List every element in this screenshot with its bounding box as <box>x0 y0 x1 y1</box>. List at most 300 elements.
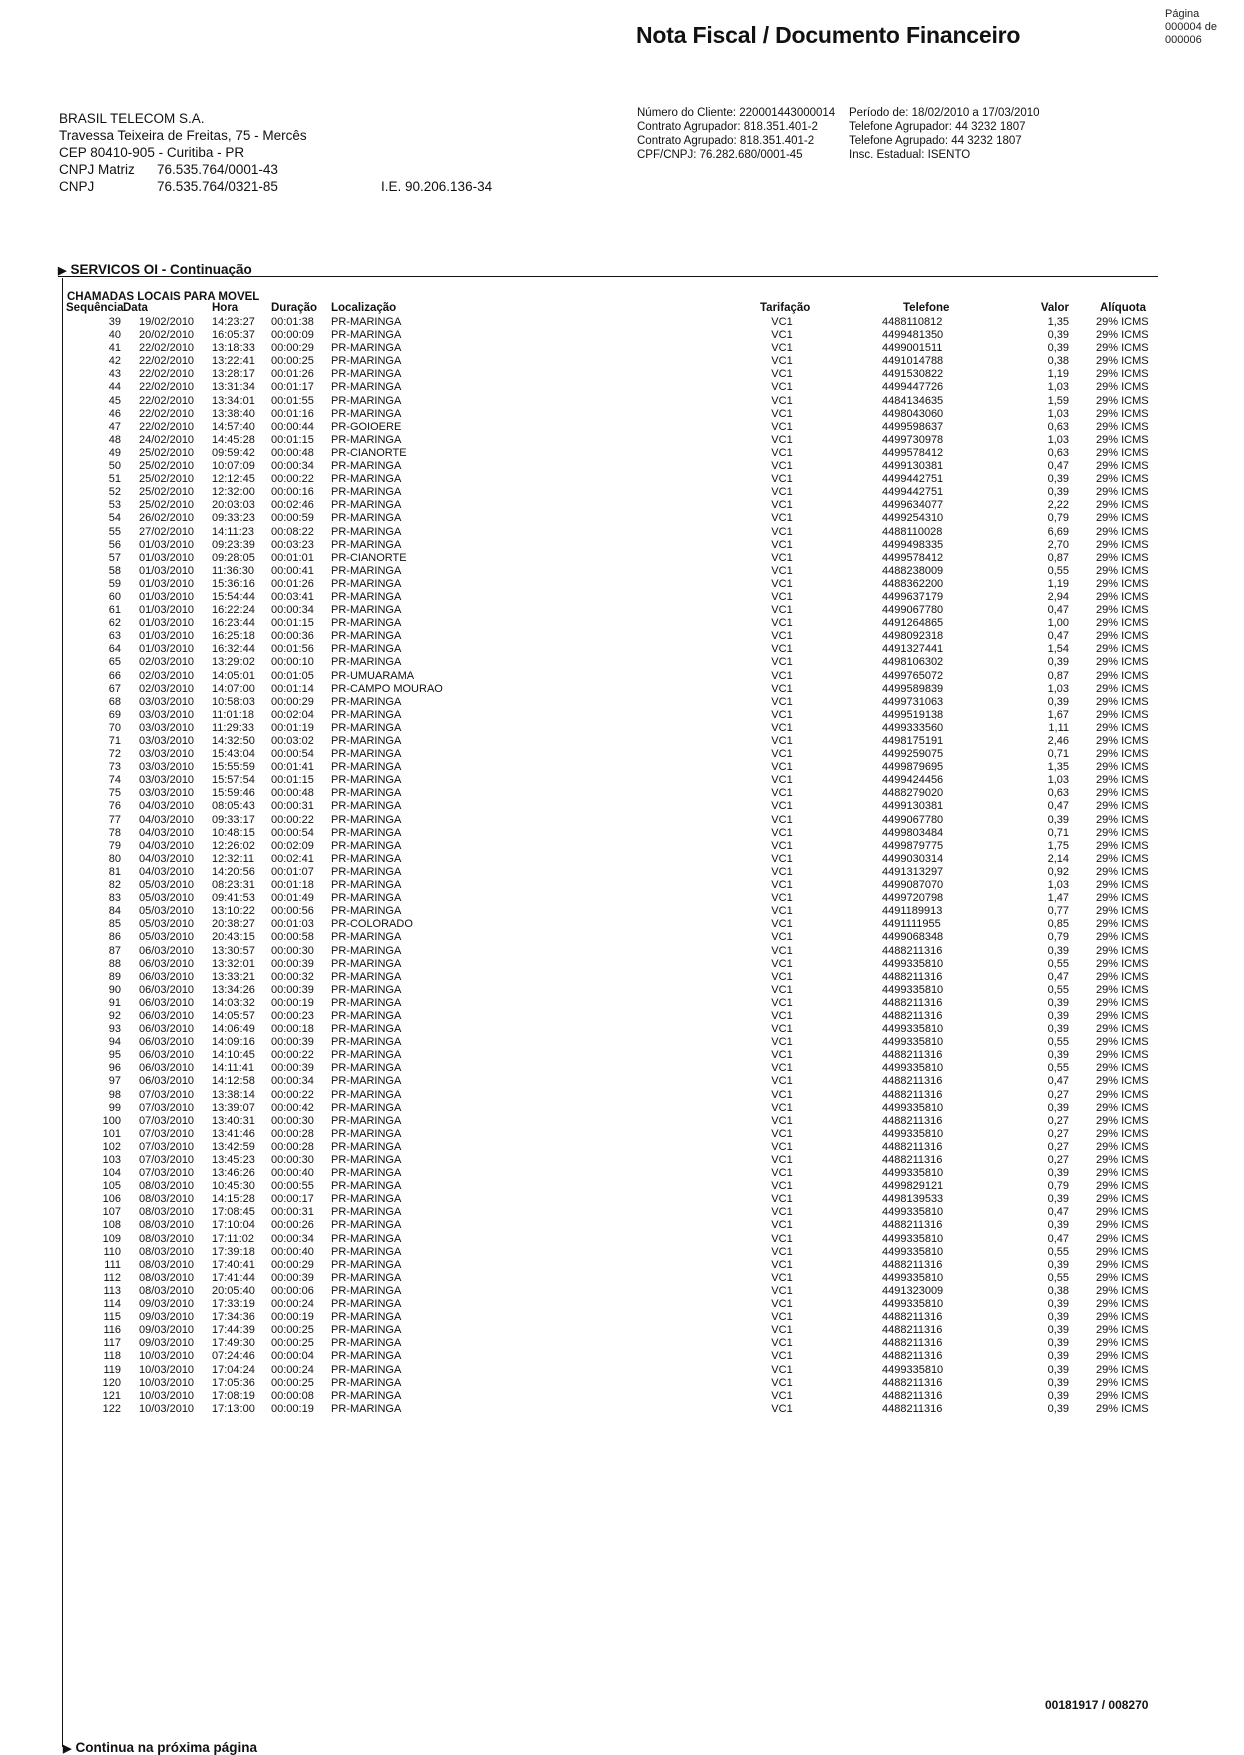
cell-time: 09:33:17 <box>212 813 255 826</box>
cell-time: 10:45:30 <box>212 1180 255 1193</box>
table-row <box>0 591 1244 604</box>
cell-seq: 96 <box>108 1062 121 1075</box>
cell-date: 08/03/2010 <box>139 1206 195 1219</box>
cell-tel: 4488238009 <box>882 564 944 577</box>
cell-tel: 4499829121 <box>882 1180 944 1193</box>
cell-dur: 00:00:19 <box>271 1311 314 1324</box>
table-row <box>0 1272 1244 1285</box>
client-info-right <box>849 106 1040 162</box>
cell-time: 11:29:33 <box>212 721 255 734</box>
cell-seq: 120 <box>102 1376 121 1389</box>
cell-loc: PR-MARINGA <box>331 800 402 813</box>
table-row <box>0 1246 1244 1259</box>
cell-dur: 00:00:09 <box>271 329 314 342</box>
cell-val: 0,63 <box>1047 787 1069 800</box>
company-cep: CEP 80410-905 - Curitiba - PR <box>59 145 245 160</box>
cell-dur: 00:00:39 <box>271 957 314 970</box>
play-arrow-icon: ▶ <box>58 265 67 277</box>
cell-loc: PR-MARINGA <box>331 1324 402 1337</box>
cell-dur: 00:01:07 <box>271 865 314 878</box>
cell-tar: VC1 <box>771 368 793 381</box>
cell-aliq: 29% ICMS <box>1096 1350 1149 1363</box>
cell-seq: 50 <box>108 460 121 473</box>
cell-val: 0,55 <box>1047 1062 1069 1075</box>
cell-tel: 4488211316 <box>882 1258 943 1271</box>
cell-val: 0,39 <box>1047 1298 1069 1311</box>
cell-date: 05/03/2010 <box>139 905 195 918</box>
cell-aliq: 29% ICMS <box>1096 1219 1149 1232</box>
cell-val: 1,03 <box>1047 381 1069 394</box>
cell-tel: 4499578412 <box>882 551 944 564</box>
cell-val: 0,55 <box>1047 983 1069 996</box>
table-row <box>0 1233 1244 1246</box>
cell-aliq: 29% ICMS <box>1096 394 1149 407</box>
cell-seq: 110 <box>103 1245 121 1258</box>
cell-date: 07/03/2010 <box>139 1127 195 1140</box>
cell-tar: VC1 <box>771 525 793 538</box>
cell-aliq: 29% ICMS <box>1096 1023 1149 1036</box>
table-row <box>0 1311 1244 1324</box>
cell-tel: 4499335810 <box>882 1101 944 1114</box>
cell-time: 09:33:23 <box>212 512 255 525</box>
cell-val: 0,38 <box>1047 1284 1069 1297</box>
cell-dur: 00:00:28 <box>271 1127 314 1140</box>
cell-tel: 4499803484 <box>882 826 944 839</box>
cell-dur: 00:00:39 <box>271 1062 314 1075</box>
cnpj-matriz-label: CNPJ Matriz <box>59 162 135 177</box>
continue-text: Continua na próxima página <box>75 1740 257 1755</box>
cell-aliq: 29% ICMS <box>1096 316 1149 328</box>
cell-tar: VC1 <box>771 1350 793 1363</box>
cell-tel: 4499335810 <box>882 1232 944 1245</box>
cell-tel: 4499335810 <box>882 1127 944 1140</box>
cell-seq: 77 <box>108 813 121 826</box>
cell-val: 1,03 <box>1047 879 1069 892</box>
cell-loc: PR-MARINGA <box>331 1062 402 1075</box>
cell-date: 05/03/2010 <box>139 879 195 892</box>
cell-tar: VC1 <box>771 865 793 878</box>
cell-dur: 00:00:54 <box>271 748 314 761</box>
cell-dur: 00:01:15 <box>271 433 314 446</box>
cell-date: 25/02/2010 <box>139 446 195 459</box>
cell-aliq: 29% ICMS <box>1096 617 1149 630</box>
cell-aliq: 29% ICMS <box>1096 1193 1149 1206</box>
cell-loc: PR-MARINGA <box>331 695 402 708</box>
cell-date: 09/03/2010 <box>139 1337 195 1350</box>
cell-dur: 00:02:09 <box>271 839 314 852</box>
table-row <box>0 1141 1244 1154</box>
cell-time: 10:07:09 <box>212 460 255 473</box>
table-row <box>0 552 1244 565</box>
table-row <box>0 945 1244 958</box>
cell-dur: 00:00:30 <box>271 944 314 957</box>
table-row <box>0 1036 1244 1049</box>
cell-val: 0,39 <box>1047 1376 1069 1389</box>
cell-tel: 4491313297 <box>882 865 944 878</box>
cell-aliq: 29% ICMS <box>1096 577 1149 590</box>
cell-date: 06/03/2010 <box>139 944 195 957</box>
cell-tel: 4488211316 <box>882 1049 943 1062</box>
cell-val: 1,75 <box>1047 839 1069 852</box>
col-header-sequencia: Sequência <box>66 302 124 314</box>
cell-tel: 4499879695 <box>882 761 944 774</box>
table-row <box>0 892 1244 905</box>
cell-time: 13:38:14 <box>212 1088 255 1101</box>
cell-dur: 00:00:19 <box>271 996 314 1009</box>
cell-aliq: 29% ICMS <box>1096 643 1149 656</box>
table-row <box>0 329 1244 342</box>
cell-dur: 00:02:04 <box>271 708 314 721</box>
cell-tar: VC1 <box>771 407 793 420</box>
cell-date: 06/03/2010 <box>139 1023 195 1036</box>
cell-seq: 60 <box>108 590 121 603</box>
table-row <box>0 1128 1244 1141</box>
col-header-hora: Hora <box>212 302 239 314</box>
cell-seq: 57 <box>108 551 121 564</box>
cell-dur: 00:01:01 <box>271 551 314 564</box>
table-body <box>0 316 1244 1416</box>
cell-seq: 119 <box>103 1363 121 1376</box>
cell-val: 0,79 <box>1047 1180 1069 1193</box>
cell-aliq: 29% ICMS <box>1096 1324 1149 1337</box>
cell-time: 17:13:00 <box>212 1402 255 1415</box>
cell-dur: 00:02:41 <box>271 852 314 865</box>
company-info <box>59 110 493 195</box>
cell-time: 13:34:01 <box>212 394 255 407</box>
cell-aliq: 29% ICMS <box>1096 695 1149 708</box>
cell-tar: VC1 <box>771 1075 793 1088</box>
cell-val: 2,46 <box>1047 735 1069 747</box>
cell-val: 2,94 <box>1047 590 1069 603</box>
cell-tar: VC1 <box>771 342 793 355</box>
cell-tar: VC1 <box>771 1101 793 1114</box>
table-row <box>0 473 1244 486</box>
cell-loc: PR-MARINGA <box>331 577 402 590</box>
cell-aliq: 29% ICMS <box>1096 407 1149 420</box>
cell-val: 1,47 <box>1047 892 1069 905</box>
cell-aliq: 29% ICMS <box>1096 1232 1149 1245</box>
cell-seq: 69 <box>108 708 121 721</box>
cell-aliq: 29% ICMS <box>1096 1140 1149 1153</box>
cell-loc: PR-MARINGA <box>331 433 402 446</box>
cell-loc: PR-MARINGA <box>331 460 402 473</box>
contrato-agrupador: Contrato Agrupador: 818.351.401-2 <box>637 121 818 133</box>
cell-val: 0,47 <box>1047 630 1069 643</box>
cell-seq: 101 <box>102 1127 121 1140</box>
table-row <box>0 1062 1244 1075</box>
cell-tar: VC1 <box>771 1036 793 1049</box>
cell-val: 0,55 <box>1047 957 1069 970</box>
cell-tel: 4499335810 <box>882 1167 944 1180</box>
cell-seq: 44 <box>108 381 121 394</box>
cell-loc: PR-MARINGA <box>331 983 402 996</box>
cell-dur: 00:00:34 <box>271 604 314 617</box>
cell-tel: 4488211316 <box>882 1402 943 1415</box>
cell-aliq: 29% ICMS <box>1096 1062 1149 1075</box>
cell-date: 04/03/2010 <box>139 826 195 839</box>
cell-tel: 4498043060 <box>882 407 944 420</box>
cell-dur: 00:01:14 <box>271 682 314 695</box>
cell-aliq: 29% ICMS <box>1096 918 1149 931</box>
cell-time: 17:05:36 <box>212 1376 255 1389</box>
cell-time: 13:33:21 <box>212 970 255 983</box>
cell-date: 03/03/2010 <box>139 761 195 774</box>
cell-val: 0,71 <box>1047 748 1069 761</box>
cell-date: 25/02/2010 <box>139 499 195 512</box>
cell-val: 0,39 <box>1047 996 1069 1009</box>
cell-val: 0,39 <box>1047 656 1069 669</box>
cell-aliq: 29% ICMS <box>1096 813 1149 826</box>
cell-seq: 67 <box>108 682 121 695</box>
cell-loc: PR-MARINGA <box>331 735 402 747</box>
cell-tar: VC1 <box>771 1193 793 1206</box>
cell-time: 13:30:57 <box>212 944 255 957</box>
cell-tar: VC1 <box>771 551 793 564</box>
cell-seq: 66 <box>108 669 121 682</box>
cell-seq: 51 <box>108 473 121 486</box>
cell-seq: 104 <box>102 1167 121 1180</box>
cell-tar: VC1 <box>771 420 793 433</box>
cell-tar: VC1 <box>771 486 793 499</box>
table-row <box>0 971 1244 984</box>
cell-tel: 4499130381 <box>882 800 944 813</box>
table-row <box>0 316 1244 329</box>
cell-date: 01/03/2010 <box>139 604 195 617</box>
cell-dur: 00:01:15 <box>271 774 314 787</box>
cell-seq: 63 <box>108 630 121 643</box>
cell-loc: PR-MARINGA <box>331 590 402 603</box>
cell-seq: 62 <box>108 617 121 630</box>
cell-tar: VC1 <box>771 931 793 944</box>
cell-seq: 80 <box>108 852 121 865</box>
cell-date: 22/02/2010 <box>139 420 195 433</box>
cell-loc: PR-MARINGA <box>331 1127 402 1140</box>
cell-date: 10/03/2010 <box>139 1402 195 1415</box>
cell-tel: 4499335810 <box>882 1062 944 1075</box>
cell-seq: 48 <box>108 433 121 446</box>
cell-date: 27/02/2010 <box>139 525 195 538</box>
cell-tar: VC1 <box>771 1337 793 1350</box>
cell-date: 03/03/2010 <box>139 774 195 787</box>
cell-tar: VC1 <box>771 446 793 459</box>
cell-aliq: 29% ICMS <box>1096 499 1149 512</box>
table-row <box>0 604 1244 617</box>
table-row <box>0 539 1244 552</box>
cell-tar: VC1 <box>771 669 793 682</box>
cell-time: 09:41:53 <box>212 892 255 905</box>
cell-time: 15:59:46 <box>212 787 255 800</box>
cell-tar: VC1 <box>771 1363 793 1376</box>
cell-seq: 121 <box>102 1389 121 1402</box>
cell-tar: VC1 <box>771 1049 793 1062</box>
cell-tel: 4499730978 <box>882 433 944 446</box>
cell-loc: PR-MARINGA <box>331 486 402 499</box>
cell-seq: 112 <box>103 1271 121 1284</box>
cell-aliq: 29% ICMS <box>1096 1009 1149 1022</box>
cell-tar: VC1 <box>771 748 793 761</box>
cell-val: 0,27 <box>1047 1127 1069 1140</box>
cell-loc: PR-MARINGA <box>331 1232 402 1245</box>
cell-val: 1,03 <box>1047 433 1069 446</box>
cell-seq: 41 <box>108 342 121 355</box>
table-row <box>0 1285 1244 1298</box>
cell-seq: 114 <box>103 1298 121 1311</box>
cell-time: 20:05:40 <box>212 1284 255 1297</box>
cell-loc: PR-MARINGA <box>331 931 402 944</box>
table-row <box>0 866 1244 879</box>
cell-time: 14:06:49 <box>212 1023 255 1036</box>
cell-tar: VC1 <box>771 708 793 721</box>
cell-date: 04/03/2010 <box>139 852 195 865</box>
cell-val: 0,39 <box>1047 813 1069 826</box>
cell-aliq: 29% ICMS <box>1096 460 1149 473</box>
cell-tar: VC1 <box>771 682 793 695</box>
section-title: SERVICOS OI - Continuação <box>70 262 252 277</box>
cell-dur: 00:00:22 <box>271 473 314 486</box>
table-row <box>0 696 1244 709</box>
cell-dur: 00:00:59 <box>271 512 314 525</box>
cell-loc: PR-MARINGA <box>331 1258 402 1271</box>
cpf-cnpj: CPF/CNPJ: 76.282.680/0001-45 <box>637 149 803 161</box>
table-row <box>0 997 1244 1010</box>
cell-time: 17:08:19 <box>212 1389 255 1402</box>
cell-val: 0,79 <box>1047 931 1069 944</box>
cell-val: 0,47 <box>1047 1206 1069 1219</box>
cell-val: 0,87 <box>1047 551 1069 564</box>
cell-time: 20:03:03 <box>212 499 255 512</box>
cell-loc: PR-MARINGA <box>331 1193 402 1206</box>
col-header-localizacao: Localização <box>331 302 397 314</box>
table-row <box>0 395 1244 408</box>
cell-dur: 00:00:23 <box>271 1009 314 1022</box>
cell-loc: PR-MARINGA <box>331 708 402 721</box>
cell-tel: 4499335810 <box>882 1271 944 1284</box>
cell-date: 07/03/2010 <box>139 1114 195 1127</box>
cell-time: 20:43:15 <box>212 931 255 944</box>
cell-dur: 00:00:34 <box>271 1075 314 1088</box>
cell-loc: PR-MARINGA <box>331 394 402 407</box>
cell-seq: 39 <box>108 316 121 328</box>
cell-seq: 73 <box>108 761 121 774</box>
cell-tar: VC1 <box>771 892 793 905</box>
cell-tar: VC1 <box>771 1402 793 1415</box>
cell-date: 10/03/2010 <box>139 1350 195 1363</box>
table-row <box>0 918 1244 931</box>
col-header-data: Data <box>123 302 148 314</box>
cell-seq: 52 <box>108 486 121 499</box>
cell-aliq: 29% ICMS <box>1096 839 1149 852</box>
cell-date: 22/02/2010 <box>139 342 195 355</box>
col-header-telefone: Telefone <box>903 302 950 314</box>
cell-aliq: 29% ICMS <box>1096 1127 1149 1140</box>
cell-tel: 4499424456 <box>882 774 944 787</box>
cell-tar: VC1 <box>771 355 793 368</box>
cell-seq: 74 <box>108 774 121 787</box>
cell-tar: VC1 <box>771 918 793 931</box>
cell-loc: PR-COLORADO <box>331 918 413 931</box>
table-row <box>0 1350 1244 1363</box>
cell-date: 01/03/2010 <box>139 630 195 643</box>
cell-tel: 4488211316 <box>882 1337 943 1350</box>
cell-dur: 00:00:34 <box>271 1232 314 1245</box>
cell-seq: 118 <box>103 1350 121 1363</box>
cell-time: 13:10:22 <box>212 905 255 918</box>
cell-tar: VC1 <box>771 774 793 787</box>
cell-loc: PR-MARINGA <box>331 1350 402 1363</box>
cell-aliq: 29% ICMS <box>1096 512 1149 525</box>
cell-seq: 106 <box>102 1193 121 1206</box>
cell-time: 13:39:07 <box>212 1101 255 1114</box>
cell-tel: 4488211316 <box>882 1114 943 1127</box>
cell-dur: 00:00:41 <box>271 564 314 577</box>
cell-tel: 4488110812 <box>882 316 943 328</box>
cell-date: 02/03/2010 <box>139 682 195 695</box>
cell-val: 0,39 <box>1047 1311 1069 1324</box>
cell-tel: 4499335810 <box>882 1036 944 1049</box>
cell-loc: PR-MARINGA <box>331 525 402 538</box>
cell-date: 25/02/2010 <box>139 486 195 499</box>
cell-aliq: 29% ICMS <box>1096 590 1149 603</box>
cell-time: 16:23:44 <box>212 617 255 630</box>
cell-aliq: 29% ICMS <box>1096 931 1149 944</box>
cell-seq: 70 <box>108 721 121 734</box>
cell-seq: 117 <box>103 1337 121 1350</box>
cell-loc: PR-MARINGA <box>331 839 402 852</box>
cell-tel: 4499578412 <box>882 446 944 459</box>
cell-seq: 75 <box>108 787 121 800</box>
cell-tel: 4499087070 <box>882 879 944 892</box>
cell-dur: 00:00:19 <box>271 1402 314 1415</box>
cell-val: 0,47 <box>1047 970 1069 983</box>
cell-tar: VC1 <box>771 1140 793 1153</box>
cell-date: 08/03/2010 <box>139 1258 195 1271</box>
cell-time: 13:31:34 <box>212 381 255 394</box>
cell-dur: 00:00:39 <box>271 983 314 996</box>
cell-dur: 00:02:46 <box>271 499 314 512</box>
cell-seq: 99 <box>108 1101 121 1114</box>
cell-aliq: 29% ICMS <box>1096 1101 1149 1114</box>
table-row <box>0 617 1244 630</box>
table-row <box>0 1115 1244 1128</box>
cell-tar: VC1 <box>771 1284 793 1297</box>
cell-aliq: 29% ICMS <box>1096 433 1149 446</box>
cell-aliq: 29% ICMS <box>1096 1154 1149 1166</box>
cell-tar: VC1 <box>771 800 793 813</box>
cell-tel: 4488211316 <box>882 1350 943 1363</box>
cell-loc: PR-UMUARAMA <box>331 669 415 682</box>
client-info-left <box>637 106 849 162</box>
cell-tel: 4499731063 <box>882 695 944 708</box>
cell-time: 17:34:36 <box>212 1311 255 1324</box>
cell-seq: 83 <box>108 892 121 905</box>
table-row <box>0 958 1244 971</box>
cell-dur: 00:08:22 <box>271 525 314 538</box>
cell-loc: PR-MARINGA <box>331 1284 402 1297</box>
cell-tar: VC1 <box>771 1127 793 1140</box>
cell-tel: 4499335810 <box>882 1206 944 1219</box>
cell-time: 12:32:00 <box>212 486 255 499</box>
page-total: 000006 <box>1165 34 1202 46</box>
cell-tel: 4488362200 <box>882 577 944 590</box>
cell-val: 1,00 <box>1047 617 1069 630</box>
cell-tar: VC1 <box>771 957 793 970</box>
cell-tar: VC1 <box>771 381 793 394</box>
cell-aliq: 29% ICMS <box>1096 774 1149 787</box>
page-current: 000004 de <box>1165 21 1217 33</box>
cell-val: 0,77 <box>1047 905 1069 918</box>
cell-tar: VC1 <box>771 1232 793 1245</box>
cell-loc: PR-MARINGA <box>331 865 402 878</box>
